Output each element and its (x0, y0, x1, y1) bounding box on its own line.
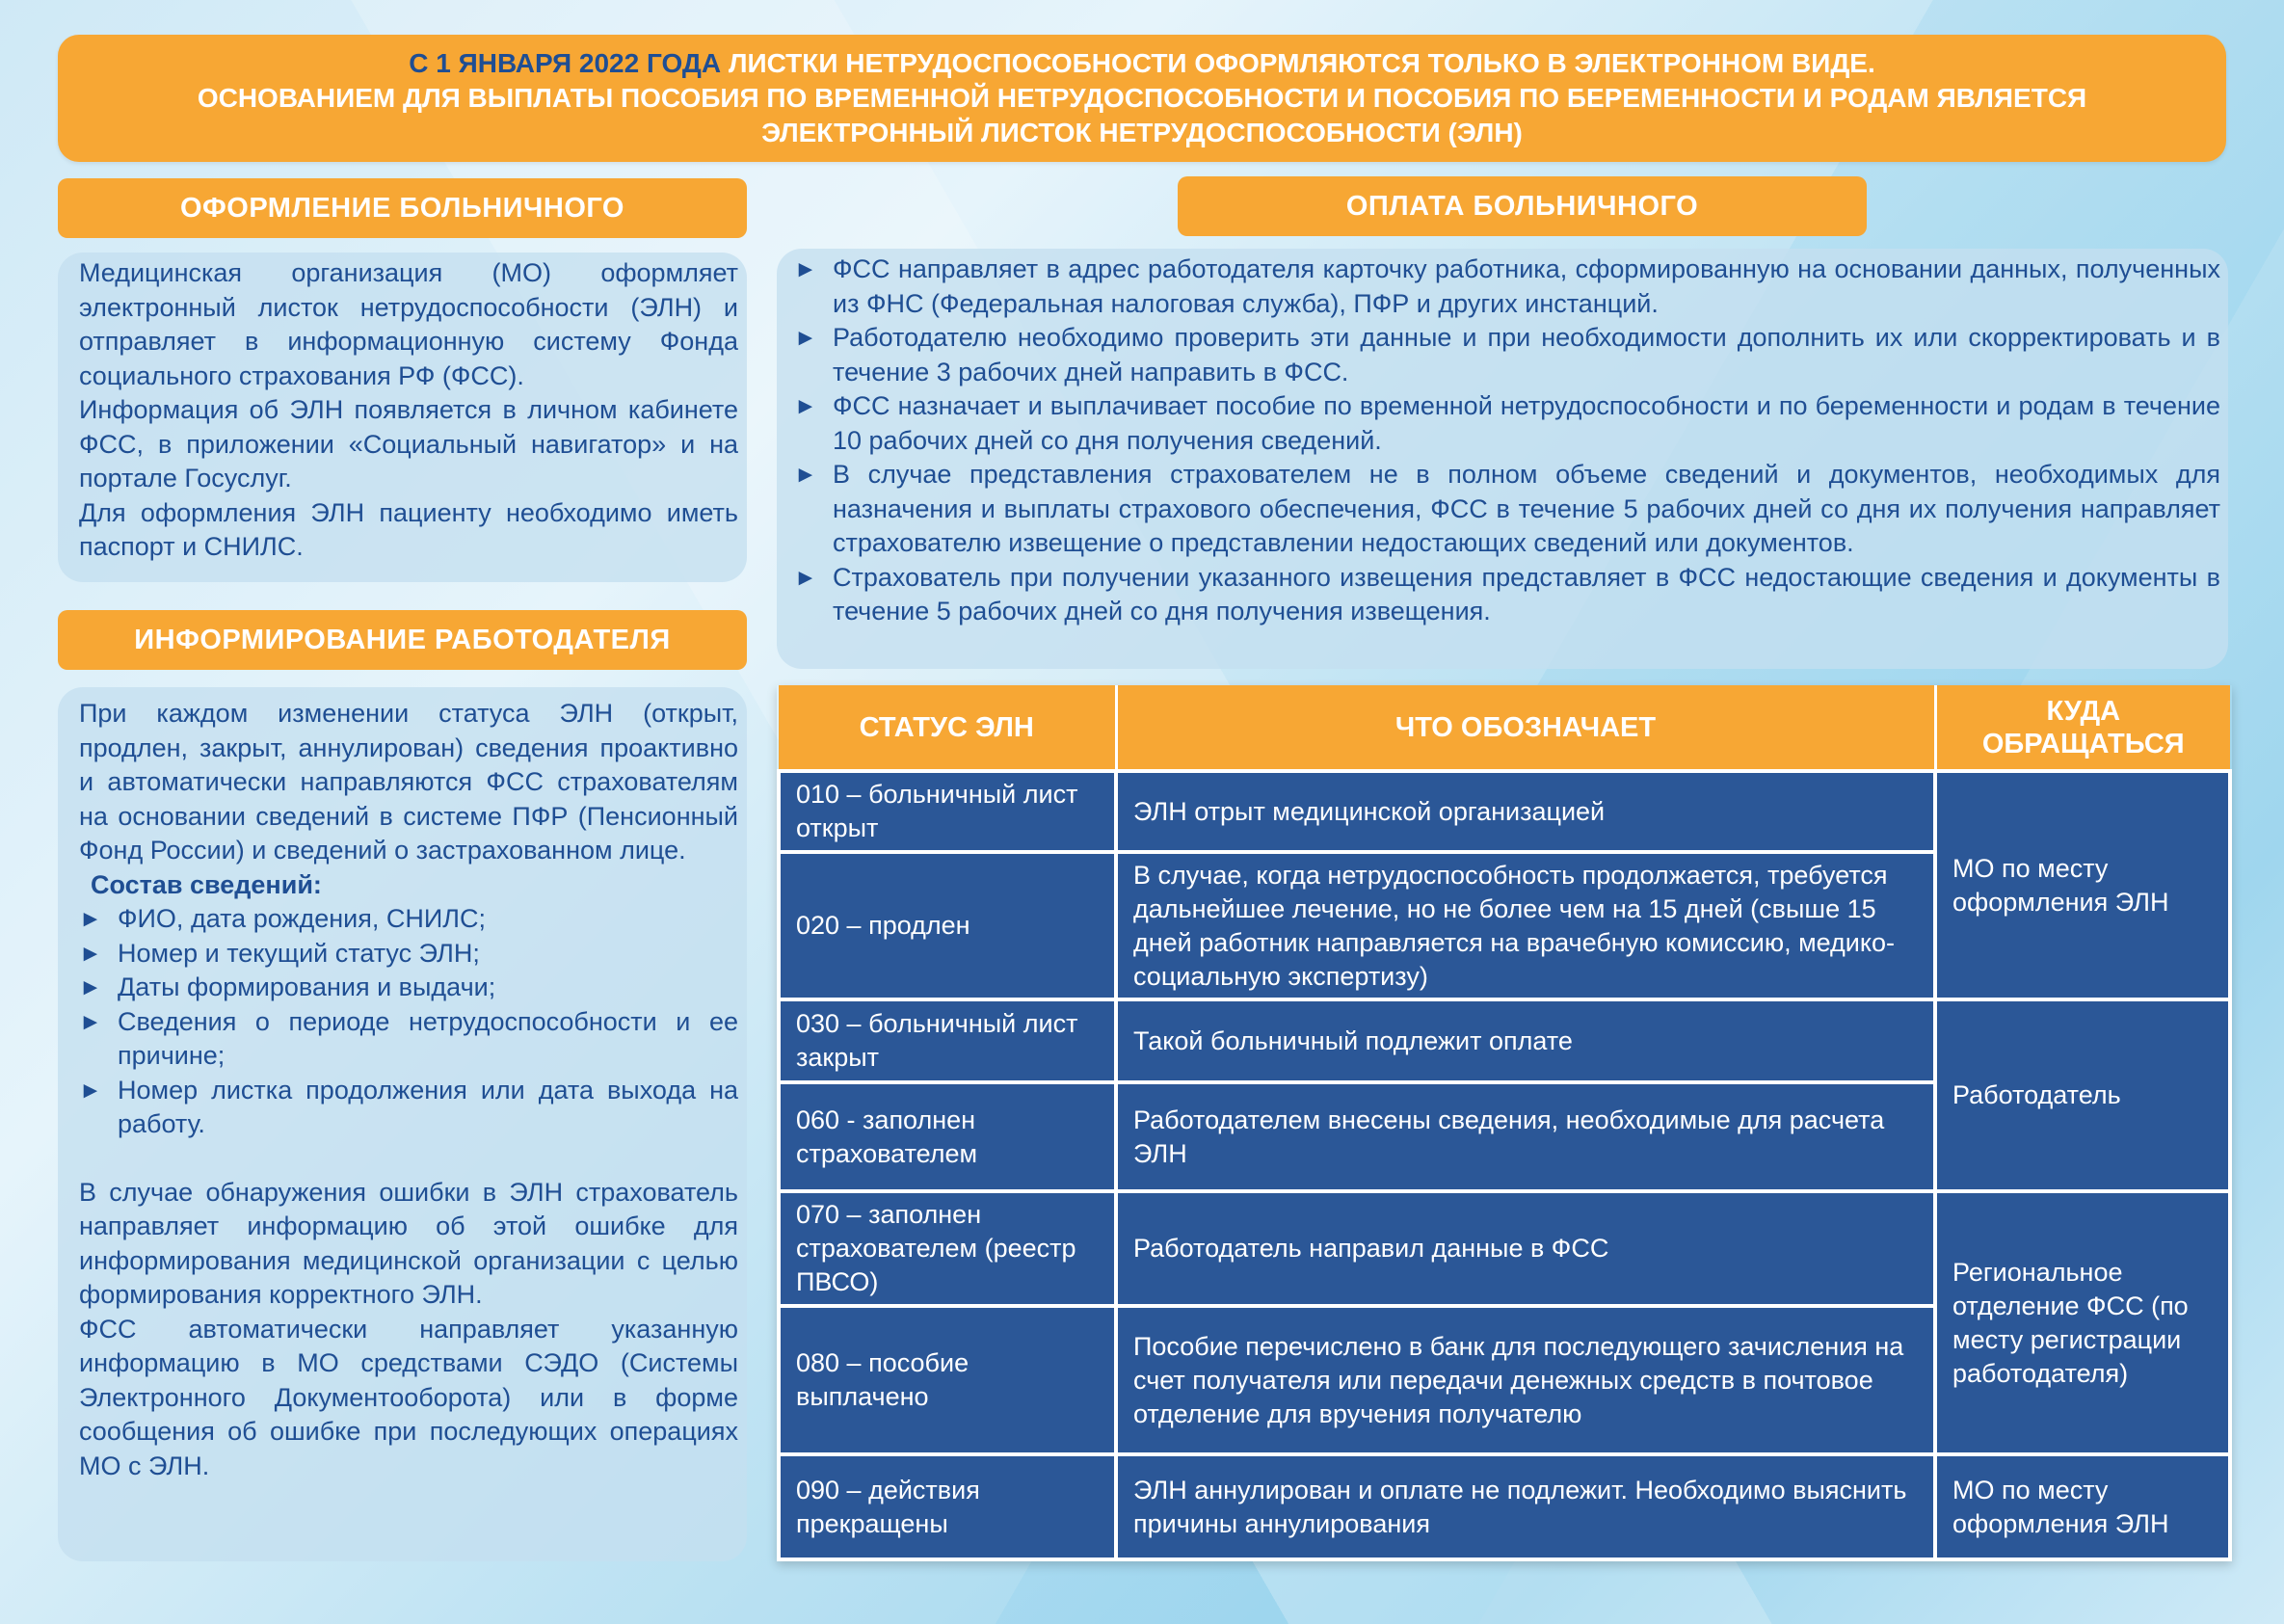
registration-header (58, 178, 747, 238)
meaning-cell: Работодателем внесены сведения, необходимые для расчета ЭЛН (1116, 1082, 1935, 1191)
banner-line-3: ЭЛЕКТРОННЫЙ ЛИСТОК НЕТРУДОСПОСОБНОСТИ (ЭЛН) (761, 118, 1523, 147)
composition-title: Состав сведений: (91, 869, 322, 899)
column-header-status: СТАТУС ЭЛН (779, 685, 1116, 771)
payment-item: ► Страхователь при получении указанного извещения представляет в ФСС недостающие сведения и документы в течение 5 рабочих дней со дня получения извещения. (794, 561, 2220, 629)
meaning-cell: Такой больничный подлежит оплате (1116, 999, 1935, 1082)
table-row (779, 1454, 2230, 1559)
error-paragraph: В случае обнаружения ошибки в ЭЛН страхователь направляет информацию об этой ошибке для информирования медицинской организации с целью формирования корректного ЭЛН. (79, 1177, 738, 1309)
table-row (779, 999, 2230, 1082)
registration-paragraph: Для оформления ЭЛН пациенту необходимо иметь паспорт и СНИЛС. (79, 497, 738, 561)
column-header-meaning: ЧТО ОБОЗНАЧАЕТ (1116, 685, 1935, 771)
payment-item: ► В случае представления страхователем не в полном объеме сведений и документов, необходимых для назначения и выплаты страхового обеспечения, ФСС в течение 5 рабочих дней со дня их получения направляет страхователю извещение о представлении недостающих сведений или документов. (794, 458, 2220, 561)
banner-line-2: ОСНОВАНИЕМ ДЛЯ ВЫПЛАТЫ ПОСОБИЯ ПО ВРЕМЕННОЙ НЕТРУДОСПОСОБНОСТИ И ПОСОБИЯ ПО БЕРЕМЕННОСТИ И РОДАМ ЯВЛЯЕТСЯ (197, 83, 2087, 113)
column-header-where: КУДА ОБРАЩАТЬСЯ (1935, 685, 2230, 771)
registration-title: ОФОРМЛЕНИЕ БОЛЬНИЧНОГО (179, 192, 624, 224)
where-cell: МО по месту оформления ЭЛН (1935, 1454, 2230, 1559)
employer-info-title: ИНФОРМИРОВАНИЕ РАБОТОДАТЕЛЯ (134, 624, 671, 655)
table-row (779, 1191, 2230, 1306)
spacer (79, 1142, 738, 1176)
status-cell: 070 – заполнен страхователем (реестр ПВСО) (779, 1191, 1116, 1306)
payment-header (1178, 176, 1867, 236)
composition-item: ► Сведения о периоде нетрудоспособности и ее причине; (79, 1005, 738, 1074)
error-paragraph: ФСС автоматически направляет указанную информацию в МО средствами СЭДО (Системы Электронного Документооборота) или в форме сообщения об ошибке при последующих операциях МО с ЭЛН. (79, 1314, 738, 1480)
payment-title: ОПЛАТА БОЛЬНИЧНОГО (1345, 190, 1699, 222)
registration-paragraph: Информация об ЭЛН появляется в личном кабинете ФСС, в приложении «Социальный навигатор» и на портале Госуслуг. (79, 395, 738, 493)
meaning-cell: В случае, когда нетрудоспособность продолжается, требуется дальнейшее лечение, но не более чем на 15 дней (свыше 15 дней работник направляется на врачебную комиссию, медико-социальную экспертизу) (1116, 852, 1935, 999)
meaning-cell: Пособие перечислено в банк для последующего зачисления на счет получателя или передачи денежных средств в почтовое отделение для вручения получателю (1116, 1306, 1935, 1454)
composition-item: ► Даты формирования и выдачи; (79, 971, 738, 1005)
status-cell: 010 – больничный лист открыт (779, 771, 1116, 852)
status-cell: 090 – действия прекращены (779, 1454, 1116, 1559)
composition-item: ► Номер листка продолжения или дата выхода на работу. (79, 1074, 738, 1142)
where-cell: МО по месту оформления ЭЛН (1935, 771, 2230, 999)
composition-item: ► ФИО, дата рождения, СНИЛС; (79, 902, 738, 937)
eln-status-table (777, 685, 2232, 1561)
composition-list (79, 902, 738, 1142)
composition-item: ► Номер и текущий статус ЭЛН; (79, 937, 738, 972)
employer-info-header (58, 610, 747, 670)
banner-line-1 (409, 46, 1874, 81)
meaning-cell: ЭЛН аннулирован и оплате не подлежит. Необходимо выяснить причины аннулирования (1116, 1454, 1935, 1559)
top-banner (58, 35, 2226, 162)
status-cell: 080 – пособие выплачено (779, 1306, 1116, 1454)
employer-info-intro: При каждом изменении статуса ЭЛН (открыт, продлен, закрыт, аннулирован) сведения проактивно и автоматически направляются ФСС страхователям на основании сведений в системе ПФР (Пенсионный Фонд России) и сведений о застрахованном лице. (79, 699, 738, 865)
banner-line-1-text: ЛИСТКИ НЕТРУДОСПОСОБНОСТИ ОФОРМЛЯЮТСЯ ТОЛЬКО В ЭЛЕКТРОННОМ ВИДЕ. (721, 48, 1875, 78)
status-cell: 020 – продлен (779, 852, 1116, 999)
status-cell: 060 - заполнен страхователем (779, 1082, 1116, 1191)
where-cell: Работодатель (1935, 999, 2230, 1191)
where-cell: Региональное отделение ФСС (по месту регистрации работодателя) (1935, 1191, 2230, 1454)
payment-item: ► ФСС назначает и выплачивает пособие по временной нетрудоспособности и по беременности и родам в течение 10 рабочих дней со дня получения сведений. (794, 389, 2220, 458)
banner-date-highlight: С 1 ЯНВАРЯ 2022 ГОДА (409, 48, 722, 78)
status-cell: 030 – больничный лист закрыт (779, 999, 1116, 1082)
table-header-row (779, 685, 2230, 771)
meaning-cell: Работодатель направил данные в ФСС (1116, 1191, 1935, 1306)
employer-info-panel (58, 687, 747, 1561)
registration-paragraph: Медицинская организация (МО) оформляет электронный листок нетрудоспособности (ЭЛН) и отправляет в информационную систему Фонда социального страхования РФ (ФСС). (79, 258, 738, 390)
payment-list (794, 253, 2220, 629)
meaning-cell: ЭЛН отрыт медицинской организацией (1116, 771, 1935, 852)
payment-item: ► Работодателю необходимо проверить эти данные и при необходимости дополнить их или скорректировать и в течение 3 рабочих дней направить в ФСС. (794, 321, 2220, 389)
registration-panel (58, 253, 747, 582)
payment-item: ► ФСС направляет в адрес работодателя карточку работника, сформированную на основании данных, полученных из ФНС (Федеральная налоговая служба), ПФР и других инстанций. (794, 253, 2220, 321)
payment-panel (777, 249, 2228, 669)
table-row (779, 771, 2230, 852)
